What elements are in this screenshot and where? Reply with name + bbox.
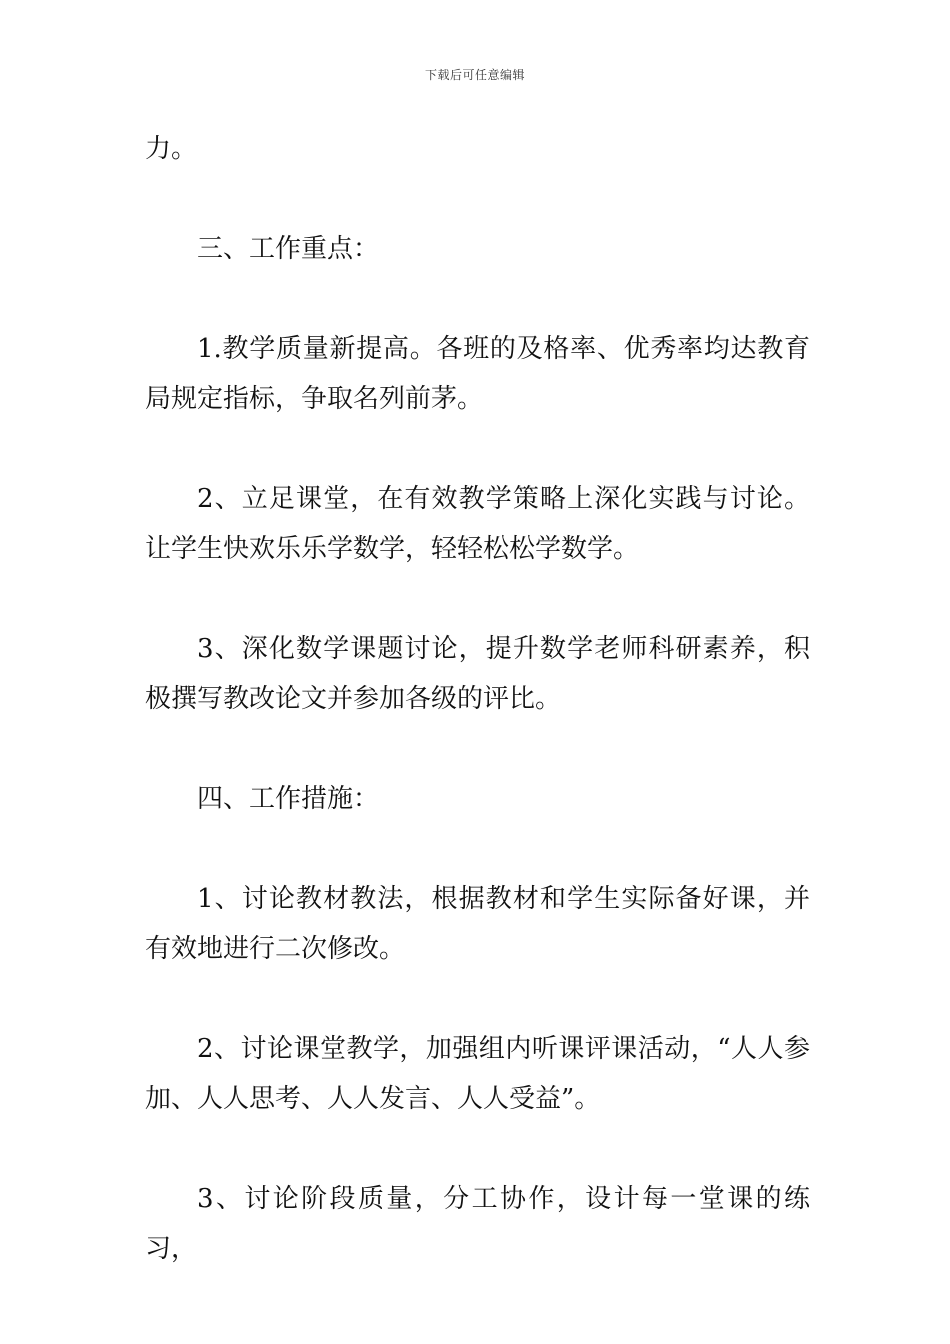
paragraph: 力。 [145, 134, 198, 164]
document-body [145, 124, 810, 1324]
paragraph: 1.教学质量新提高。各班的及格率、优秀率均达教育局规定指标，争取名列前茅。 [145, 334, 810, 414]
paragraph: 3、深化数学课题讨论，提升数学老师科研素养，积极撰写教改论文并参加各级的评比。 [145, 634, 810, 714]
section-heading-work-measures: 四、工作措施： [197, 784, 380, 814]
paragraph: 2、立足课堂，在有效教学策略上深化实践与讨论。让学生快欢乐乐学数学，轻轻松松学数学。 [145, 484, 810, 564]
paragraph: 2、讨论课堂教学，加强组内听课评课活动，“人人参加、人人思考、人人发言、人人受益”。 [145, 1034, 810, 1114]
paragraph: 1、讨论教材教法，根据教材和学生实际备好课，并有效地进行二次修改。 [145, 884, 810, 964]
header-note: 下载后可任意编辑 [424, 68, 525, 82]
section-heading-work-focus: 三、工作重点： [197, 234, 380, 264]
paragraph: 3、讨论阶段质量，分工协作，设计每一堂课的练习， [145, 1184, 810, 1264]
